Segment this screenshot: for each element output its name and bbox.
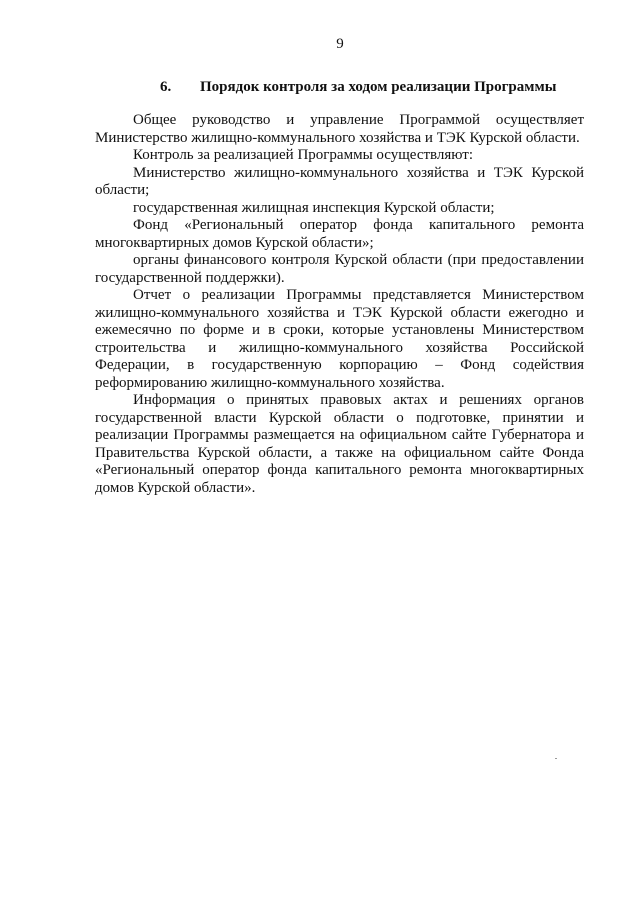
page-number: 9 <box>336 36 344 52</box>
scan-speck <box>555 758 557 759</box>
paragraph: Министерство жилищно-коммунального хозяйства и ТЭК Курской области; <box>95 164 584 198</box>
paragraph: Информация о принятых правовых актах и решениях органов государственной власти Курской области о подготовке, принятии и реализации Программы размещается на официальном сайте Губернатора и Правительства Курской области, а также на официальном сайте Фонда «Региональный оператор фонда капитального ремонта многоквартирных домов Курской области». <box>95 392 584 496</box>
section-body <box>95 112 584 497</box>
paragraph: Фонд «Региональный оператор фонда капитального ремонта многоквартирных домов Курской области»; <box>95 217 584 251</box>
paragraph: органы финансового контроля Курской области (при предоставлении государственной поддержки). <box>95 252 584 286</box>
paragraph: Отчет о реализации Программы представляется Министерством жилищно-коммунального хозяйства и ТЭК Курской области ежегодно и ежемесячно по форме и в сроки, которые установлены Министерством строительства и жилищно-коммунального хозяйства Российской Федерации, в государственную корпорацию – Фонд содействия реформированию жилищно-коммунального хозяйства. <box>95 287 584 391</box>
section-number: 6. <box>160 79 172 95</box>
section-heading <box>160 79 556 96</box>
section-title: Порядок контроля за ходом реализации Программы <box>200 79 557 95</box>
paragraph: Общее руководство и управление Программой осуществляет Министерство жилищно-коммунального хозяйства и ТЭК Курской области. <box>95 112 584 146</box>
paragraph: государственная жилищная инспекция Курской области; <box>133 199 495 216</box>
paragraph: Контроль за реализацией Программы осуществляют: <box>133 147 474 163</box>
